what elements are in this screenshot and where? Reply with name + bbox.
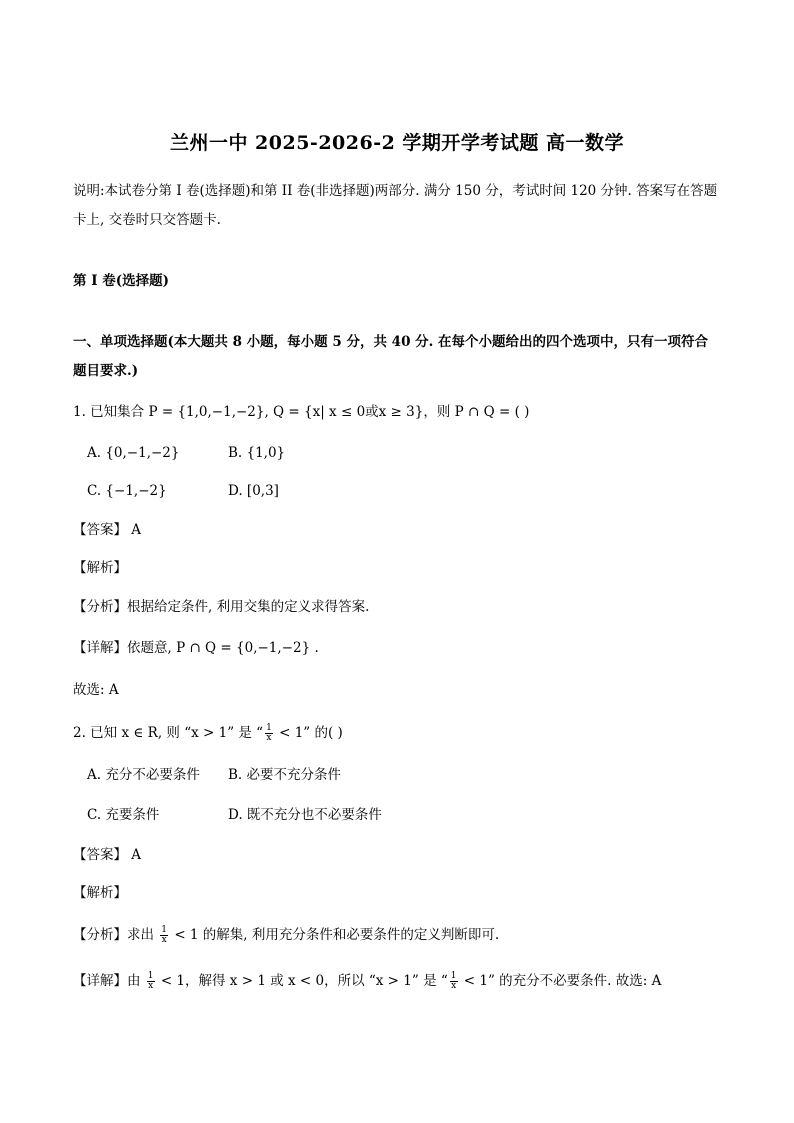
section1-line-1: 一、单项选择题(本大题共 8 小题，每小题 5 分，共 40 分. 在每个小题给出的四个选项中，只有一项符合 bbox=[73, 334, 709, 350]
q2-option-b: B. 必要不充分条件 bbox=[228, 767, 342, 783]
q2-fenxi-post: < 1 的解集, 利用充分条件和必要条件的定义判断即可. bbox=[170, 927, 500, 943]
q2-analysis-label: 【解析】 bbox=[73, 885, 127, 901]
q1-option-c: C. {−1,−2} bbox=[87, 483, 167, 499]
q2-option-d: D. 既不充分也不必要条件 bbox=[228, 807, 382, 823]
q1-fenxi: 【分析】根据给定条件, 利用交集的定义求得答案. bbox=[73, 599, 370, 615]
page-title: 兰州一中 2025-2026-2 学期开学考试题 高一数学 bbox=[169, 132, 625, 154]
frac-den: x bbox=[148, 981, 154, 991]
q1-xiangjie: 【详解】依题意, P ∩ Q = {0,−1,−2} . bbox=[73, 640, 319, 656]
part1-heading: 第 I 卷(选择题) bbox=[73, 273, 169, 289]
q2-stem bbox=[73, 724, 343, 743]
q2-stem-pre: 2. 已知 x ∈ R, 则 “x > 1” 是 “ bbox=[73, 725, 264, 741]
q1-answer: 【答案】 A bbox=[73, 522, 142, 538]
frac-num: 1 bbox=[147, 971, 154, 981]
q2-option-c: C. 充要条件 bbox=[87, 807, 160, 823]
q2-xiangjie bbox=[73, 972, 661, 991]
q2-xiangjie-c: < 1” 的充分不必要条件. 故选: A bbox=[459, 973, 662, 989]
q2-option-a: A. 充分不必要条件 bbox=[87, 767, 200, 783]
frac-den: x bbox=[266, 733, 272, 743]
q2-fenxi-fraction bbox=[160, 926, 168, 945]
frac-den: x bbox=[161, 935, 167, 945]
q2-xiangjie-fraction-1 bbox=[147, 972, 155, 991]
q1-option-b: B. {1,0} bbox=[228, 445, 286, 461]
q2-fenxi bbox=[73, 926, 499, 945]
frac-num: 1 bbox=[450, 971, 457, 981]
frac-num: 1 bbox=[266, 723, 272, 733]
q1-analysis-label: 【解析】 bbox=[73, 560, 127, 576]
q2-xiangjie-fraction-2 bbox=[450, 972, 458, 991]
q1-option-d: D. [0,3] bbox=[228, 483, 279, 499]
q2-xiangjie-b: < 1，解得 x > 1 或 x < 0，所以 “x > 1” 是 “ bbox=[156, 973, 448, 989]
q1-option-a: A. {0,−1,−2} bbox=[87, 445, 180, 461]
intro-line-2: 卡上, 交卷时只交答题卡. bbox=[73, 212, 221, 228]
q2-fraction bbox=[265, 724, 273, 743]
q2-stem-post: < 1” 的( ) bbox=[274, 725, 343, 741]
intro-line-1: 说明:本试卷分第 I 卷(选择题)和第 II 卷(非选择题)两部分. 满分 150 分，考试时间 120 分钟. 答案写在答题 bbox=[73, 183, 718, 199]
frac-den: x bbox=[451, 981, 457, 991]
frac-num: 1 bbox=[161, 925, 168, 935]
q1-stem: 1. 已知集合 P = {1,0,−1,−2}, Q = {x| x ≤ 0或x ≥ 3}，则 P ∩ Q = ( ) bbox=[73, 404, 530, 420]
section1-line-2: 题目要求.) bbox=[73, 363, 139, 379]
q2-fenxi-pre: 【分析】求出 bbox=[73, 927, 159, 943]
q1-choice: 故选: A bbox=[73, 682, 119, 698]
q2-answer: 【答案】 A bbox=[73, 847, 142, 863]
q2-xiangjie-a: 【详解】由 bbox=[73, 973, 145, 989]
